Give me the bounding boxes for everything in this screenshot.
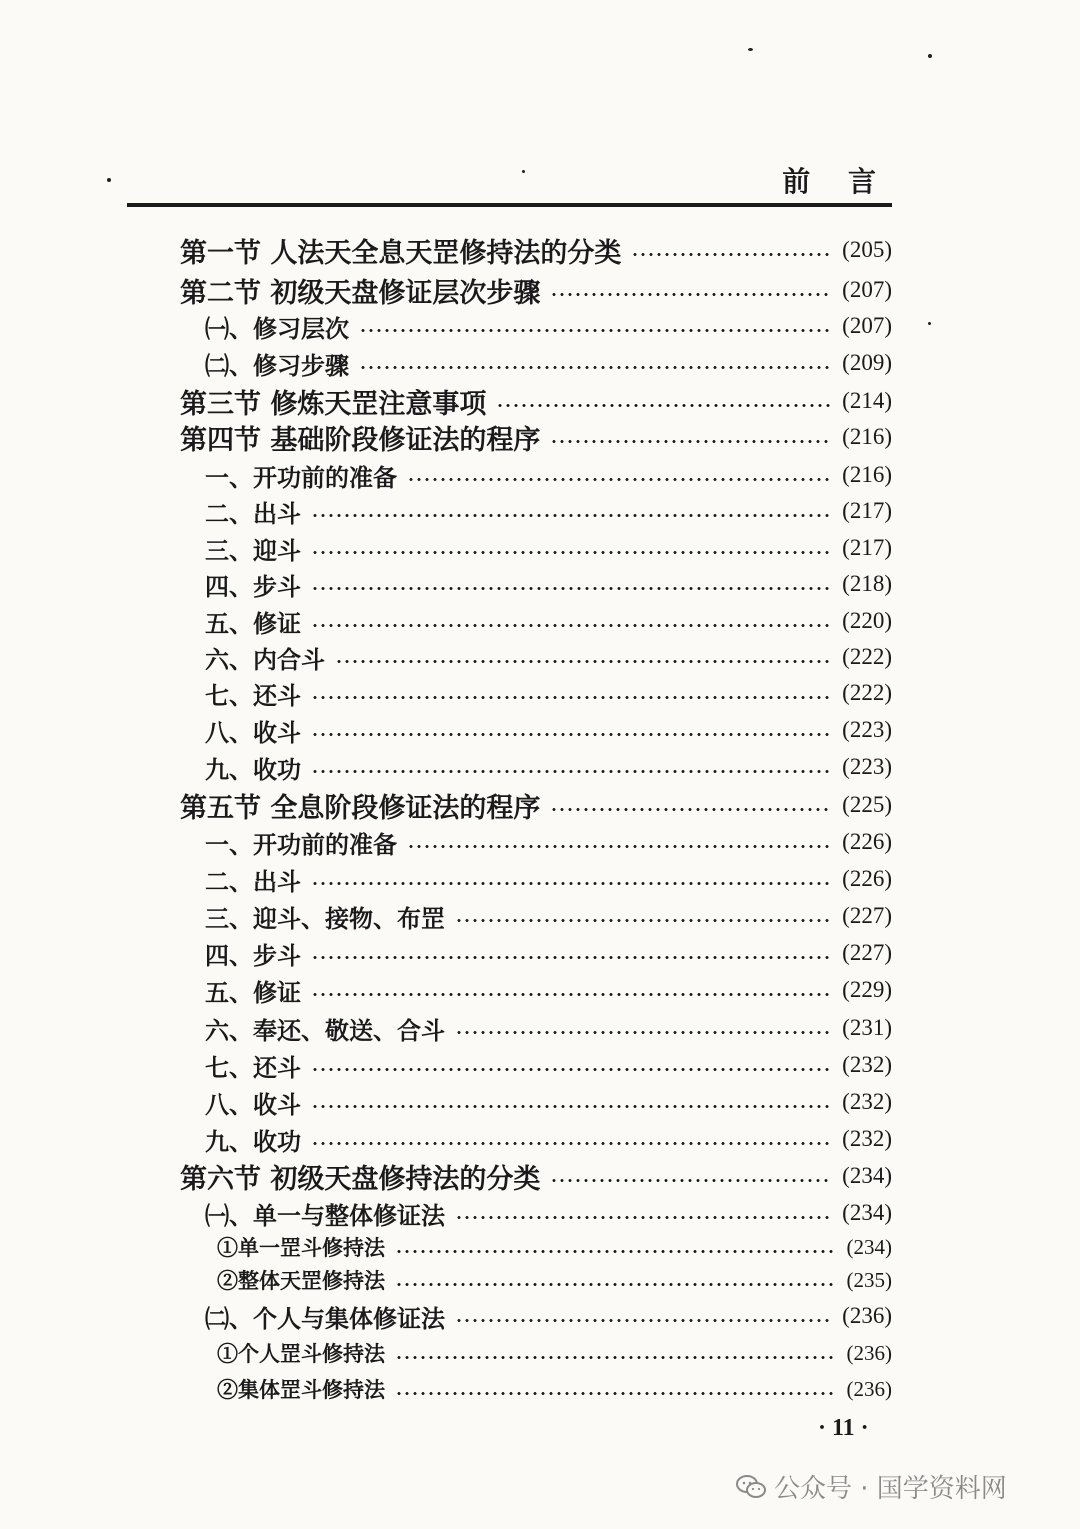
dot-leader <box>311 587 832 590</box>
toc-entry-title: 第二节 初级天盘修证层次步骤 <box>180 277 541 309</box>
dot-leader <box>311 733 832 736</box>
toc-entry-title: 第五节 全息阶段修证法的程序 <box>180 792 541 824</box>
toc-entry <box>205 1195 892 1231</box>
toc-entry-title: 六、奉还、敬送、合斗 <box>205 1015 445 1045</box>
toc-entry-title: 七、还斗 <box>205 1052 301 1082</box>
toc-entry <box>205 345 892 381</box>
dot-leader <box>550 808 832 811</box>
dot-leader <box>311 514 832 517</box>
toc-entry-page: (216) <box>842 424 892 449</box>
toc-entry <box>205 1010 892 1046</box>
toc-entry <box>205 675 892 711</box>
toc-entry-page: (234) <box>842 1163 892 1188</box>
toc-entry-page: (227) <box>842 940 892 965</box>
toc-entry <box>217 1262 892 1298</box>
toc-entry <box>180 787 892 823</box>
dot-leader <box>311 551 832 554</box>
toc-entry <box>217 1335 892 1371</box>
toc-entry <box>217 1229 892 1265</box>
dot-leader <box>455 1216 832 1219</box>
toc-entry-title: 五、修证 <box>205 977 301 1007</box>
toc-entry <box>205 308 892 344</box>
toc-entry-title: 六、内合斗 <box>205 644 325 674</box>
dot-leader <box>311 624 832 627</box>
dot-leader <box>311 770 832 773</box>
dot-leader <box>311 882 832 885</box>
toc-entry <box>205 457 892 493</box>
toc-entry-page: (214) <box>842 388 892 413</box>
toc-entry <box>205 603 892 639</box>
dot-leader <box>395 1283 837 1286</box>
toc-entry <box>205 1084 892 1120</box>
dot-leader <box>455 1319 832 1322</box>
toc-entry-title: 三、迎斗 <box>205 535 301 565</box>
toc-entry-title: 第一节 人法天全息天罡修持法的分类 <box>180 237 622 269</box>
toc-entry-page: (207) <box>842 277 892 302</box>
toc-entry-page: (225) <box>842 792 892 817</box>
toc-entry-title: 八、收斗 <box>205 717 301 747</box>
toc-entry-title: 一、开功前的准备 <box>205 462 397 492</box>
toc-entry-title: 第三节 修炼天罡注意事项 <box>180 388 487 420</box>
toc-entry-title: ①个人罡斗修持法 <box>217 1341 385 1366</box>
dot-leader <box>496 404 832 407</box>
dot-leader <box>550 440 832 443</box>
toc-entry-page: (236) <box>842 1303 892 1328</box>
toc-entry <box>180 232 892 268</box>
dot-leader <box>395 1250 837 1253</box>
dot-leader <box>455 1031 832 1034</box>
dot-leader <box>359 366 832 369</box>
dot-leader <box>550 293 832 296</box>
scan-speck <box>928 54 932 58</box>
dot-leader <box>407 845 832 848</box>
toc-entry-title: 八、收斗 <box>205 1089 301 1119</box>
toc-entry <box>205 1298 892 1334</box>
toc-entry-page: (216) <box>842 462 892 487</box>
dot-leader <box>311 993 832 996</box>
toc-entry <box>205 530 892 566</box>
scan-speck <box>928 322 931 325</box>
toc-entry-title: 第六节 初级天盘修持法的分类 <box>180 1163 541 1195</box>
scan-speck <box>107 178 111 182</box>
toc-entry-page: (223) <box>842 754 892 779</box>
toc-entry-page: (226) <box>842 829 892 854</box>
toc-entry <box>180 419 892 455</box>
toc-entry <box>205 749 892 785</box>
toc-entry <box>205 861 892 897</box>
toc-entry <box>205 972 892 1008</box>
toc-entry-page: (227) <box>842 903 892 928</box>
dot-leader <box>335 660 832 663</box>
toc-entry <box>205 935 892 971</box>
watermark-text: 公众号 · 国学资料网 <box>774 1474 1007 1504</box>
dot-leader <box>359 329 832 332</box>
toc-entry-page: (223) <box>842 717 892 742</box>
dot-leader <box>550 1179 832 1182</box>
scan-speck <box>748 48 753 51</box>
toc-entry <box>205 1047 892 1083</box>
toc-entry-title: ㈠、修习层次 <box>205 313 349 343</box>
toc-entry-page: (234) <box>842 1200 892 1225</box>
toc-entry-title: 二、出斗 <box>205 498 301 528</box>
toc-entry-page: (232) <box>842 1126 892 1151</box>
toc-entry-page: (217) <box>842 498 892 523</box>
toc-entry-title: ②整体天罡修持法 <box>217 1268 385 1293</box>
toc-entry <box>205 566 892 602</box>
toc-entry-title: 四、步斗 <box>205 571 301 601</box>
toc-entry <box>180 1158 892 1194</box>
toc-entry <box>205 493 892 529</box>
toc-entry-page: (236) <box>846 1376 892 1401</box>
toc-entry-title: 五、修证 <box>205 608 301 638</box>
toc-entry <box>217 1371 892 1407</box>
toc-entry <box>205 1121 892 1157</box>
toc-entry-title: 一、开功前的准备 <box>205 829 397 859</box>
toc-entry-title: ①单一罡斗修持法 <box>217 1235 385 1260</box>
dot-leader <box>407 478 832 481</box>
toc-entry-page: (234) <box>846 1234 892 1259</box>
toc-entry-page: (226) <box>842 866 892 891</box>
toc-entry-page: (209) <box>842 350 892 375</box>
toc-entry-title: 七、还斗 <box>205 680 301 710</box>
toc-entry-page: (222) <box>842 644 892 669</box>
toc-entry-page: (220) <box>842 608 892 633</box>
scan-speck <box>522 170 525 173</box>
toc-entry-title: ㈠、单一与整体修证法 <box>205 1200 445 1230</box>
toc-entry-title: 二、出斗 <box>205 866 301 896</box>
dot-leader <box>395 1356 837 1359</box>
dot-leader <box>311 1105 832 1108</box>
dot-leader <box>631 253 832 256</box>
toc-entry <box>180 272 892 308</box>
toc-entry <box>205 639 892 675</box>
toc-entry-page: (222) <box>842 680 892 705</box>
watermark <box>736 1468 1007 1505</box>
running-header: 前 言 <box>782 165 890 198</box>
dot-leader <box>311 696 832 699</box>
toc-entry-page: (236) <box>846 1340 892 1365</box>
dot-leader <box>311 1142 832 1145</box>
toc-entry-page: (205) <box>842 237 892 262</box>
toc-entry-page: (229) <box>842 977 892 1002</box>
toc-entry <box>205 712 892 748</box>
toc-entry <box>205 898 892 934</box>
toc-entry-title: 第四节 基础阶段修证法的程序 <box>180 424 541 456</box>
dot-leader <box>311 956 832 959</box>
dot-leader <box>455 919 832 922</box>
toc-entry <box>180 383 892 419</box>
toc-entry-page: (218) <box>842 571 892 596</box>
toc-entry-title: ㈡、修习步骤 <box>205 350 349 380</box>
page-number: · 11 · <box>818 1415 869 1441</box>
toc-entry-page: (232) <box>842 1052 892 1077</box>
toc-entry-page: (207) <box>842 313 892 338</box>
toc-entry-title: ㈡、个人与集体修证法 <box>205 1303 445 1333</box>
toc-entry-page: (231) <box>842 1015 892 1040</box>
toc-entry-title: 三、迎斗、接物、布罡 <box>205 903 445 933</box>
dot-leader <box>311 1068 832 1071</box>
toc-entry-title: 九、收功 <box>205 1126 301 1156</box>
toc-entry <box>205 824 892 860</box>
toc-entry-title: 四、步斗 <box>205 940 301 970</box>
toc-entry-page: (235) <box>846 1267 892 1292</box>
toc-entry-page: (232) <box>842 1089 892 1114</box>
toc-entry-title: ②集体罡斗修持法 <box>217 1377 385 1402</box>
dot-leader <box>395 1392 837 1395</box>
toc-entry-page: (217) <box>842 535 892 560</box>
wechat-icon <box>736 1474 766 1500</box>
header-rule <box>127 203 892 207</box>
toc-entry-title: 九、收功 <box>205 754 301 784</box>
